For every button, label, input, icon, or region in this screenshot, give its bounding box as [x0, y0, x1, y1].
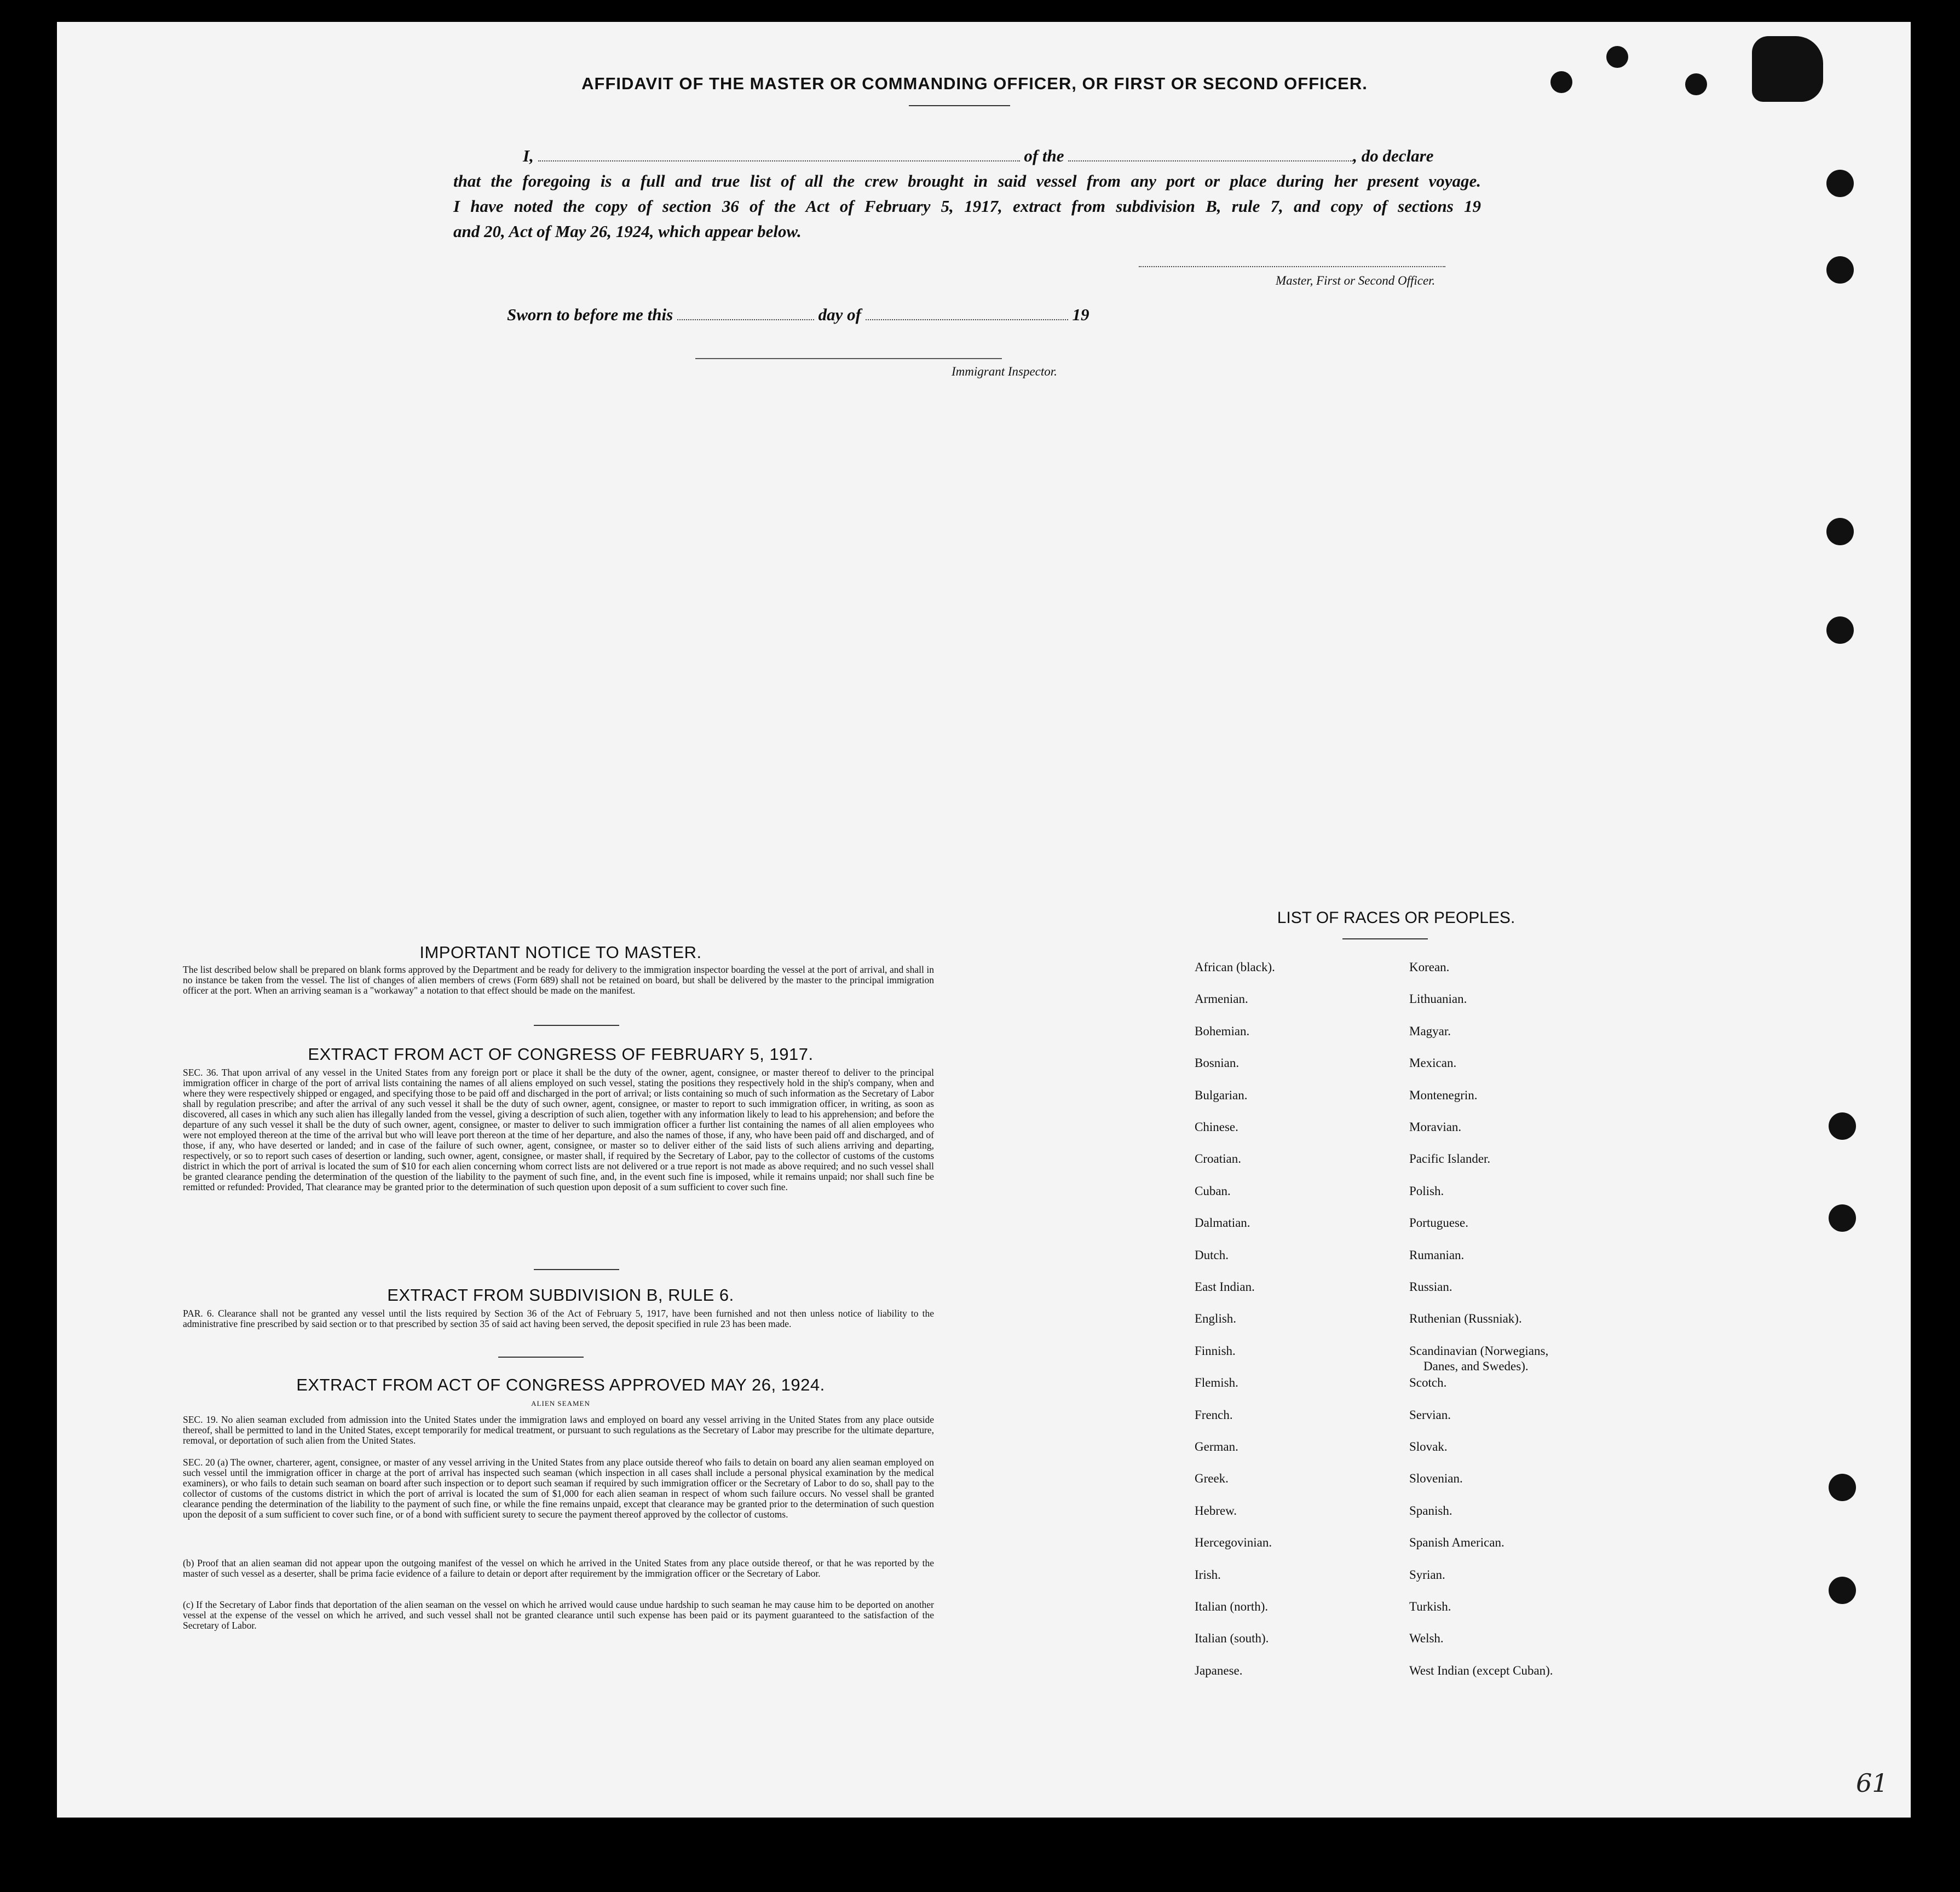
race-item: Slovak.: [1409, 1440, 1448, 1453]
punch-hole: [1829, 1577, 1856, 1604]
race-item: Montenegrin.: [1409, 1088, 1478, 1102]
year-label: 19: [1072, 305, 1089, 324]
race-item: Finnish.: [1195, 1343, 1236, 1358]
race-item: Korean.: [1409, 960, 1450, 974]
race-item: Bohemian.: [1195, 1024, 1250, 1038]
race-item: Servian.: [1409, 1408, 1451, 1422]
race-item: Turkish.: [1409, 1600, 1451, 1613]
race-item: French.: [1195, 1408, 1233, 1422]
race-item: Chinese.: [1195, 1120, 1238, 1134]
race-item: East Indian.: [1195, 1280, 1255, 1294]
declarant-name-field[interactable]: [538, 160, 1020, 161]
race-item: Slovenian.: [1409, 1472, 1463, 1486]
race-item: Scotch.: [1409, 1376, 1447, 1390]
race-item: Lithuanian.: [1409, 992, 1467, 1006]
race-item: Magyar.: [1409, 1024, 1451, 1038]
affidavit-line-1: [523, 143, 1433, 169]
race-item: Hercegovinian.: [1195, 1536, 1272, 1550]
race-item: Syrian.: [1409, 1567, 1445, 1582]
race-item: Spanish.: [1409, 1503, 1452, 1518]
race-item: Japanese.: [1195, 1663, 1243, 1677]
title-divider: [909, 105, 1010, 106]
race-item: Croatian.: [1195, 1152, 1241, 1166]
affidavit-line-2: that the foregoing is a full and true list of all the crew brought in said vessel from any port or place during her present voyage.: [453, 171, 1481, 191]
race-item: English.: [1195, 1312, 1237, 1326]
punch-hole: [1826, 170, 1854, 197]
race-item: Portuguese.: [1409, 1216, 1468, 1230]
vessel-name-field[interactable]: [1068, 160, 1353, 161]
extract-1917-body: SEC. 36. That upon arrival of any vessel in the United States from any foreign port or place it shall be the duty of the owner, agent, consignee, or master thereof to deliver to the principal immigration officer in charge of the port of arrival lists containing the names of all aliens employed on such vessel, stating the positions they respectively hold in the ship's company, when and where they were respectively shipped or engaged, and specifying those to be paid off and discharged in the port of arrival; or lists containing so much of such information as the Secretary of Labor shall by regulation prescribe; and after the arrival of any such vessel it shall be the duty of such owner, agent, consignee, or master to report to such immigration officer, in writing, as soon as discovered, all cases in which any such alien has illegally landed from the vessel, giving a description of such alien, together with any information likely to lead to his apprehension; and before the departure of any such vessel it shall be the duty of such owner, agent, consignee, or master to deliver to such immigration officer a further list containing the names of all alien employees who were not employed thereon at the time of the arrival but who will leave port thereon at the time of her departure, and also the names of those, if any, who have been paid off and discharged, and of those, if any, who have deserted or landed; and in case of the failure of such owner, agent, consignee, or master so to deliver either of the said lists of such aliens arriving and departing, respectively, or so to report such cases of desertion or landing, such owner, agent, consignee, or master shall, if required by the Secretary of Labor, pay to the collector of customs of the customs district in which the port of arrival is located the sum of $10 for each alien concerning whom correct lists are not delivered or a true report is not made as above required; and no such vessel shall be granted clearance pending the determination of the question of the liability to the payment of such fine, and, in the event such fine is imposed, while it remains unpaid; nor shall such fine be remitted or refunded: Provided, That clearance may be granted prior to the determination of such question upon deposit of a sum sufficient to cover such fine.: [183, 1067, 934, 1192]
race-item: Greek.: [1195, 1472, 1229, 1486]
races-title: LIST OF RACES OR PEOPLES.: [1277, 909, 1515, 927]
document-sheet: [57, 22, 1911, 1818]
ink-spot: [1606, 46, 1628, 68]
punch-hole: [1826, 518, 1854, 545]
sworn-month-field[interactable]: [866, 319, 1068, 320]
master-signature-label: Master, First or Second Officer.: [1276, 274, 1436, 287]
rule-6-body: PAR. 6. Clearance shall not be granted any vessel until the lists required by Section 36 of the Act of February 5, 1917, have been furnished and not then unless notice of liability to the administrative fine prescribed by said section or to that prescribed by section 35 of said act having been served, the deposit specified in rule 23 has been made.: [183, 1308, 934, 1329]
punch-hole: [1826, 616, 1854, 644]
punch-hole: [1829, 1112, 1856, 1140]
section-20b-text: (b) Proof that an alien seaman did not appear upon the outgoing manifest of the vessel on which he arrived in the United States from any place outside thereof, or that he was reported by the master of such vessel as a deserter, shall be prima facie evidence of a failure to detain or deport after requirement by the immigration officer or the Secretary of Labor.: [183, 1558, 934, 1579]
rule-6-title: EXTRACT FROM SUBDIVISION B, RULE 6.: [387, 1285, 734, 1305]
race-item: Bulgarian.: [1195, 1088, 1248, 1102]
race-item: Bosnian.: [1195, 1056, 1240, 1070]
race-item: Italian (south).: [1195, 1631, 1269, 1646]
affidavit-title: AFFIDAVIT OF THE MASTER OR COMMANDING OFFICER, OR FIRST OR SECOND OFFICER.: [581, 74, 1368, 93]
sworn-day-field[interactable]: [677, 319, 814, 320]
race-item: Ruthenian (Russniak).: [1409, 1312, 1522, 1326]
inspector-signature-line[interactable]: [695, 358, 1002, 359]
margin-note: 61: [1856, 1768, 1888, 1798]
race-item: Welsh.: [1409, 1631, 1444, 1646]
race-item: German.: [1195, 1440, 1238, 1453]
race-item: Mexican.: [1409, 1056, 1457, 1070]
race-item: Spanish American.: [1409, 1536, 1504, 1550]
vessel-label: of the: [1024, 146, 1064, 165]
race-item: Danes, and Swedes).: [1423, 1359, 1529, 1373]
ink-spot: [1685, 73, 1707, 95]
section-divider: [498, 1357, 584, 1358]
section-divider: [534, 1269, 619, 1270]
alien-seamen-subtitle: ALIEN SEAMEN: [531, 1399, 590, 1408]
day-of-label: day of: [818, 305, 861, 324]
sworn-label: Sworn to before me this: [507, 305, 673, 324]
race-item: Hebrew.: [1195, 1503, 1237, 1518]
notice-title: IMPORTANT NOTICE TO MASTER.: [419, 943, 702, 962]
ink-spot: [1550, 71, 1572, 93]
race-item: Rumanian.: [1409, 1248, 1465, 1262]
race-item: Polish.: [1409, 1184, 1444, 1198]
section-20c-text: (c) If the Secretary of Labor finds that deportation of the alien seaman on the vessel on which he arrived would cause undue hardship to such seaman he may cause him to be deported on another vessel at the expense of the vessel on which he arrived, and such vessel shall not be granted clearance until such expense has been paid or its payment guaranteed to the satisfaction of the Secretary of Labor.: [183, 1599, 934, 1631]
race-item: Scandinavian (Norwegians,: [1409, 1343, 1549, 1358]
race-item: West Indian (except Cuban).: [1409, 1663, 1553, 1677]
sworn-line: [507, 302, 1089, 327]
race-item: Irish.: [1195, 1567, 1221, 1582]
race-item: Russian.: [1409, 1280, 1452, 1294]
race-item: Cuban.: [1195, 1184, 1231, 1198]
race-item: African (black).: [1195, 960, 1275, 974]
section-divider: [534, 1025, 619, 1026]
declare-label: , do declare: [1353, 146, 1434, 165]
race-item: Pacific Islander.: [1409, 1152, 1491, 1166]
master-signature-line[interactable]: [1139, 266, 1445, 267]
punch-hole: [1829, 1204, 1856, 1232]
punch-hole: [1826, 256, 1854, 284]
races-divider: [1342, 938, 1428, 939]
race-item: Dalmatian.: [1195, 1216, 1250, 1230]
race-item: Italian (north).: [1195, 1600, 1269, 1613]
affidavit-line-3: I have noted the copy of section 36 of the Act of February 5, 1917, extract from subdivision B, rule 7, and copy of sections 19: [453, 197, 1481, 216]
notice-body: The list described below shall be prepared on blank forms approved by the Department and be ready for delivery to the immigration inspector boarding the vessel at the port of arrival, and shall in no instance be taken from the vessel. The list of changes of alien members of crews (Form 689) shall not be retained on board, but shall be delivered by the master to the principal immigration officer at the port. When an arriving seaman is a "workaway" a notation to that effect should be made on the manifest.: [183, 964, 934, 996]
inspector-signature-label: Immigrant Inspector.: [952, 365, 1057, 378]
punch-hole: [1829, 1474, 1856, 1501]
affidavit-line-4: and 20, Act of May 26, 1924, which appear below.: [453, 222, 802, 241]
declarant-label: I,: [523, 146, 534, 165]
race-item: Flemish.: [1195, 1376, 1238, 1390]
race-item: Moravian.: [1409, 1120, 1462, 1134]
extract-1917-title: EXTRACT FROM ACT OF CONGRESS OF FEBRUARY 5, 1917.: [308, 1045, 814, 1064]
race-item: Dutch.: [1195, 1248, 1229, 1262]
extract-1924-title: EXTRACT FROM ACT OF CONGRESS APPROVED MAY 26, 1924.: [296, 1375, 825, 1394]
section-19-text: SEC. 19. No alien seaman excluded from admission into the United States under the immigration laws and employed on board any vessel arriving in the United States from any place outside thereof, shall be permitted to land in the United States, except temporarily for medical treatment, or pursuant to such regulations as the Secretary of Labor may prescribe for the ultimate departure, removal, or deportation of such alien from the United States.: [183, 1414, 934, 1446]
section-20a-text: SEC. 20 (a) The owner, charterer, agent, consignee, or master of any vessel arriving in the United States from any place outside thereof who fails to detain on board any alien seaman employed on such vessel until the immigration officer in charge at the port of arrival has inspected such seaman (which inspection in all cases shall include a personal physical examination by the medical examiners), or who fails to detain such seaman on board after such inspection or to deport such seaman if required by such immigration officer or the Secretary of Labor to do so, shall pay to the collector of customs of the customs district in which the port of arrival is located the sum of $1,000 for each alien seaman in respect of whom such failure occurs. No vessel shall be granted clearance pending the determination of the liability to the payment of such fine, or while the fine remains unpaid, except that clearance may be granted prior to the determination of such question upon the deposit of a sum sufficient to cover such fine, or of a bond with sufficient surety to secure the payment thereof approved by the collector of customs.: [183, 1457, 934, 1520]
torn-corner-mark: [1752, 36, 1823, 102]
race-item: Armenian.: [1195, 992, 1248, 1006]
